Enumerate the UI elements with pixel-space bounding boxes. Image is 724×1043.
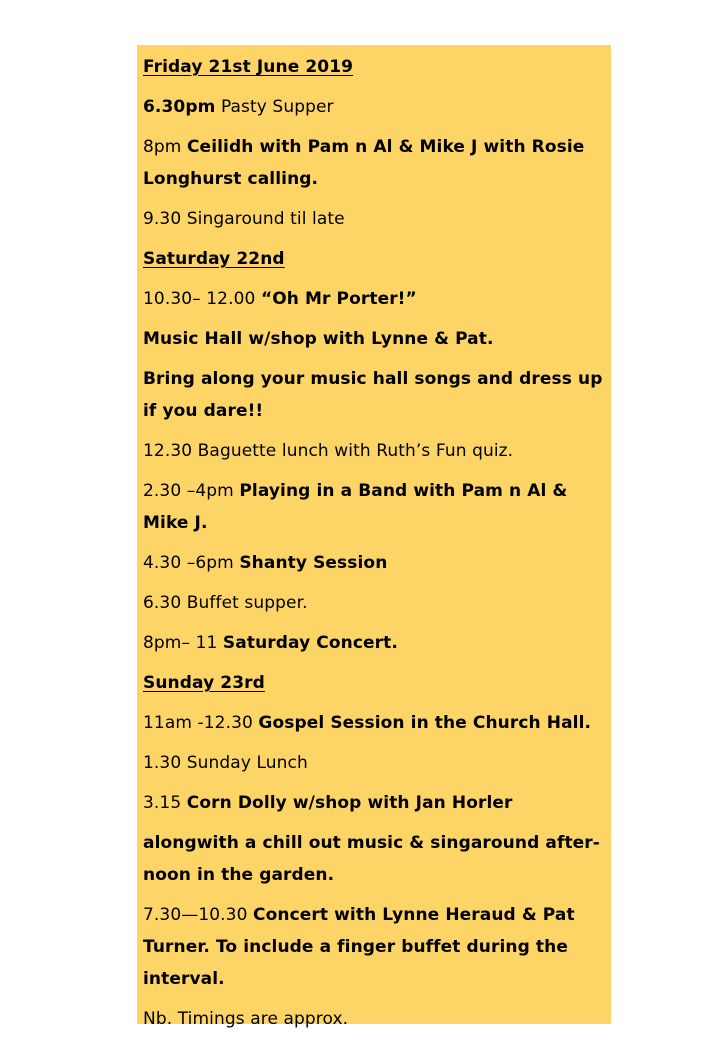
item-text: Singaround til late bbox=[186, 209, 345, 229]
item-text: alongwith a chill out music & singaround after-noon in the garden. bbox=[143, 833, 600, 885]
schedule-item bbox=[143, 283, 607, 315]
item-time: 8pm– 11 bbox=[143, 633, 223, 653]
item-text: Baguette lunch with Ruth’s Fun quiz. bbox=[197, 441, 514, 461]
schedule-item bbox=[143, 707, 607, 739]
item-text: Music Hall w/shop with Lynne & Pat. bbox=[143, 329, 494, 349]
footer-note: Nb. Timings are approx. bbox=[143, 1009, 349, 1029]
item-text: Shanty Session bbox=[239, 553, 388, 573]
item-text: “Oh Mr Porter!” bbox=[260, 289, 417, 309]
item-time: 10.30– 12.00 bbox=[143, 289, 261, 309]
schedule-item bbox=[143, 747, 607, 779]
item-time: 9.30 bbox=[143, 209, 187, 229]
schedule-item bbox=[143, 435, 607, 467]
item-time: 6.30pm bbox=[143, 97, 216, 117]
item-text: Playing in a Band with Pam n Al & Mike J. bbox=[143, 481, 568, 533]
day-heading: Saturday 22nd bbox=[143, 249, 285, 269]
schedule-item bbox=[143, 547, 607, 579]
item-time: 4.30 –6pm bbox=[143, 553, 240, 573]
schedule-item bbox=[143, 323, 607, 355]
schedule-item bbox=[143, 91, 607, 123]
day-heading: Sunday 23rd bbox=[143, 673, 265, 693]
schedule-item bbox=[143, 787, 607, 819]
schedule-item bbox=[143, 899, 607, 995]
item-time: 12.30 bbox=[143, 441, 198, 461]
item-time: 8pm bbox=[143, 137, 187, 157]
schedule-item bbox=[143, 363, 607, 427]
schedule-content bbox=[143, 51, 607, 1043]
item-time: 1.30 bbox=[143, 753, 187, 773]
item-text: Ceilidh with Pam n Al & Mike J with Rosie Longhurst calling. bbox=[143, 137, 585, 189]
schedule-item bbox=[143, 475, 607, 539]
schedule-item bbox=[143, 627, 607, 659]
item-text: Concert with Lynne Heraud & Pat Turner. To include a finger buffet during the interval. bbox=[143, 905, 575, 989]
schedule-item bbox=[143, 827, 607, 891]
schedule-item bbox=[143, 203, 607, 235]
item-time: 11am -12.30 bbox=[143, 713, 259, 733]
item-text: Bring along your music hall songs and dress up if you dare!! bbox=[143, 369, 603, 421]
schedule-item bbox=[143, 131, 607, 195]
item-text: Sunday Lunch bbox=[186, 753, 308, 773]
item-time: 6.30 bbox=[143, 593, 187, 613]
day-heading: Friday 21st June 2019 bbox=[143, 57, 354, 77]
item-time: 7.30—10.30 bbox=[143, 905, 254, 925]
item-text: Corn Dolly w/shop with Jan Horler bbox=[186, 793, 513, 813]
item-text: Saturday Concert. bbox=[222, 633, 398, 653]
schedule-item bbox=[143, 587, 607, 619]
item-text: Pasty Supper bbox=[215, 97, 334, 117]
item-text: Buffet supper. bbox=[186, 593, 308, 613]
schedule-panel bbox=[137, 45, 611, 1029]
item-time: 3.15 bbox=[143, 793, 187, 813]
item-text: Gospel Session in the Church Hall. bbox=[258, 713, 592, 733]
item-time: 2.30 –4pm bbox=[143, 481, 240, 501]
